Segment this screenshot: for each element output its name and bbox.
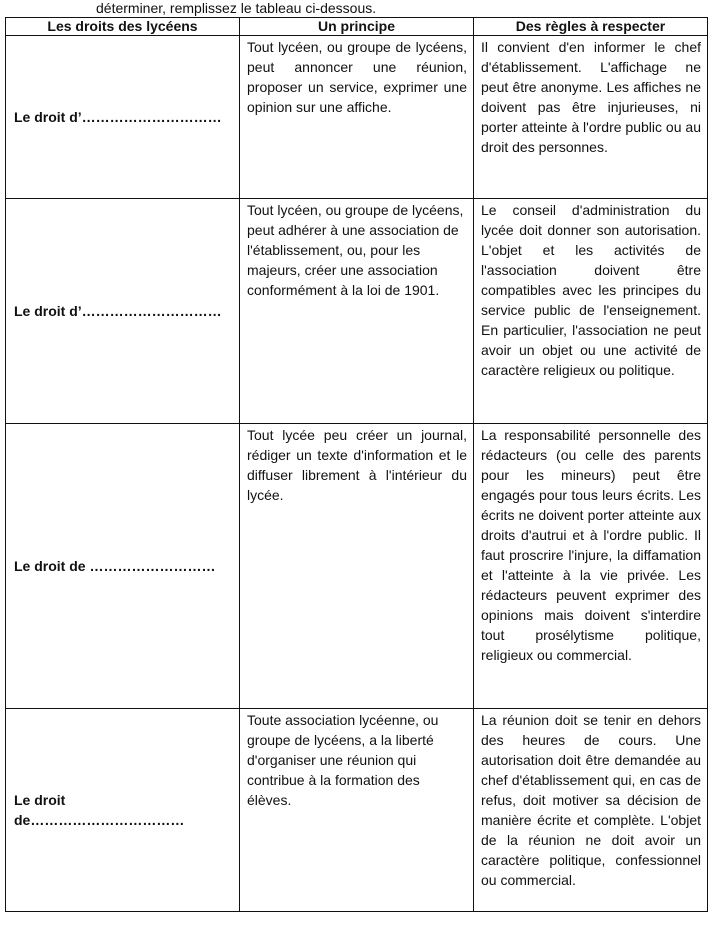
table-row (6, 709, 708, 912)
rules-cell: La réunion doit se tenir en dehors des heures de cours. Une autorisation doit être demandée au chef d'établissement qui, en cas de refus, doit motiver sa décision de manière écrite et complète. L'objet de la réunion ne doit avoir un caractère politique, confessionnel ou commercial. (474, 709, 708, 912)
table-row (6, 36, 708, 199)
right-name-cell: Le droit de…………………………… (6, 709, 240, 912)
table-header-row (6, 18, 708, 36)
right-name-cell: Le droit de ……………………… (6, 424, 240, 709)
rights-table (5, 17, 708, 912)
principle-cell: Tout lycéen, ou groupe de lycéens, peut annoncer une réunion, proposer un service, exprimer une opinion sur une affiche. (240, 36, 474, 199)
rules-cell: La responsabilité personnelle des rédacteurs (ou celle des parents pour les mineurs) peut être engagés pour tous leurs écrits. Les écrits ne doivent porter atteinte aux droits d'autrui et à l'ordre public. Il faut proscrire l'injure, la diffamation et l'atteinte à la vie privée. Les rédacteurs peuvent exprimer des opinions mais doivent s'interdire tout prosélytisme politique, religieux ou commercial. (474, 424, 708, 709)
header-rights: Les droits des lycéens (6, 18, 240, 36)
table-row (6, 199, 708, 424)
right-name-cell: Le droit d’………………………… (6, 199, 240, 424)
principle-cell: Tout lycée peu créer un journal, rédiger un texte d'information et le diffuser librement à l'intérieur du lycée. (240, 424, 474, 709)
header-principle: Un principe (240, 18, 474, 36)
right-name-cell: Le droit d’………………………… (6, 36, 240, 199)
table-row (6, 424, 708, 709)
rules-cell: Le conseil d'administration du lycée doit donner son autorisation. L'objet et les activités de l'association doivent être compatibles avec les principes du service public de l'enseignement. En particulier, l'association ne peut avoir un objet ou une activité de caractère religieux ou politique. (474, 199, 708, 424)
principle-cell: Tout lycéen, ou groupe de lycéens, peut adhérer à une association de l'établissement, ou, pour les majeurs, créer une association conformément à la loi de 1901. (240, 199, 474, 424)
intro-text: déterminer, remplissez le tableau ci-dessous. (96, 0, 377, 16)
rules-cell: Il convient d'en informer le chef d'établissement. L'affichage ne peut être anonyme. Les affiches ne doivent pas être injurieuses, ni porter atteinte à l'ordre public ou au droit des personnes. (474, 36, 708, 199)
header-rules: Des règles à respecter (474, 18, 708, 36)
principle-cell: Toute association lycéenne, ou groupe de lycéens, a la liberté d'organiser une réunion qui contribue à la formation des élèves. (240, 709, 474, 912)
